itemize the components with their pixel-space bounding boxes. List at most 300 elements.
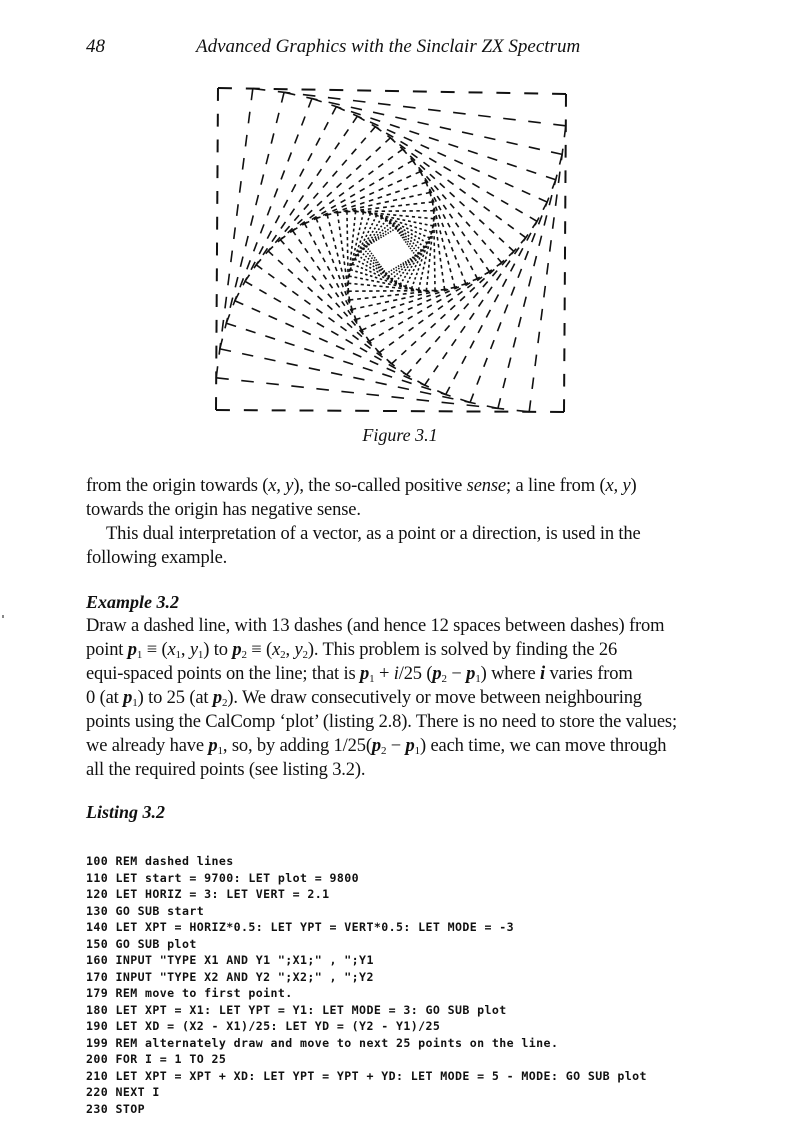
dash-segment (442, 402, 455, 403)
dash-segment (487, 157, 497, 160)
dash-segment (335, 245, 336, 249)
dash-segment (251, 89, 252, 101)
dash-segment (474, 249, 477, 253)
dash-segment (401, 350, 406, 354)
dash-segment (513, 337, 516, 347)
dash-segment (256, 195, 259, 205)
dash-segment (284, 200, 288, 208)
dash-segment (532, 377, 533, 388)
dash-segment (424, 230, 426, 231)
dash-segment (462, 356, 466, 364)
dash-segment (381, 226, 382, 227)
dash-segment (400, 275, 401, 276)
dash-segment (246, 236, 249, 246)
dash-segment (474, 231, 478, 236)
dash-segment (299, 239, 302, 243)
dash-segment (421, 332, 426, 336)
dash-segment (355, 271, 357, 272)
text: ) (630, 476, 637, 496)
dash-segment (410, 259, 411, 260)
dash-segment (511, 287, 514, 296)
dash-segment (377, 271, 379, 272)
dash-segment (429, 158, 436, 162)
dash-segment (266, 154, 269, 164)
dash-segment (416, 250, 417, 251)
dash-segment (461, 272, 463, 276)
dash-segment (424, 262, 425, 265)
dash-segment (351, 205, 355, 206)
book-title: Advanced Graphics with the Sinclair ZX Spectrum (196, 36, 581, 57)
dash-segment (389, 342, 394, 346)
dash-segment (418, 294, 422, 295)
dash-segment (340, 326, 346, 330)
dash-segment (416, 289, 419, 290)
dash-segment (434, 185, 438, 190)
dash-segment (528, 121, 541, 122)
dash-segment (370, 264, 372, 265)
dash-segment (346, 339, 353, 343)
text: ≡ ( (142, 640, 168, 660)
dash-segment (410, 296, 414, 297)
text: varies from (544, 664, 633, 684)
code-line: 230 STOP (86, 1101, 146, 1116)
dash-segment (486, 267, 489, 271)
dash-segment (353, 377, 364, 379)
dash-segment (414, 227, 416, 228)
dash-segment (329, 102, 340, 104)
dash-segment (426, 295, 430, 296)
dash-segment (503, 279, 507, 287)
dash-segment (507, 142, 518, 144)
dash-segment (424, 250, 425, 252)
dash-segment (361, 257, 363, 258)
dash-segment (373, 260, 374, 261)
dash-segment (506, 261, 511, 268)
dash-segment (332, 209, 337, 211)
dash-segment (364, 259, 366, 260)
code-line: 160 INPUT "TYPE X1 AND Y1 ";X1;" , ";Y1 (86, 953, 374, 967)
dash-segment (553, 124, 566, 125)
dash-segment (268, 246, 273, 251)
dash-segment (336, 293, 339, 297)
math-p: p (232, 640, 242, 660)
dash-segment (269, 316, 277, 320)
dash-segment (379, 349, 384, 353)
dash-segment (410, 243, 411, 244)
dash-segment (403, 237, 404, 238)
dash-segment (402, 226, 404, 227)
dash-segment (448, 239, 450, 243)
dash-segment (237, 204, 238, 216)
dash-segment (362, 263, 364, 264)
dash-segment (361, 268, 363, 269)
dash-segment (539, 236, 542, 246)
dash-segment (442, 238, 443, 242)
dash-segment (398, 224, 400, 225)
dash-segment (364, 239, 365, 241)
dash-segment (365, 274, 367, 275)
dash-segment (400, 141, 407, 145)
dash-segment (398, 322, 403, 325)
dash-segment (390, 125, 400, 128)
dash-segment (399, 335, 404, 339)
dash-segment (383, 233, 384, 234)
dash-segment (401, 269, 402, 270)
dash-segment (400, 283, 401, 285)
dash-segment (318, 296, 323, 301)
dash-segment (396, 228, 397, 229)
dash-segment (323, 275, 326, 279)
dash-segment (368, 218, 369, 220)
dash-segment (226, 323, 236, 326)
dash-segment (438, 306, 443, 310)
dash-segment (385, 234, 386, 235)
dash-segment (344, 129, 348, 136)
text: equi-spaced points on the line; that is (86, 664, 361, 684)
dash-segment (267, 206, 270, 215)
dash-segment (389, 172, 394, 175)
dash-segment (378, 164, 383, 168)
dash-segment (425, 379, 429, 386)
dash-segment (442, 223, 444, 227)
dash-segment (417, 303, 422, 305)
dash-segment (403, 106, 416, 107)
dash-segment (448, 180, 454, 184)
dash-segment (452, 232, 454, 236)
listing-heading: Listing 3.2 (86, 802, 166, 822)
dash-segment (288, 152, 291, 161)
dash-segment (543, 202, 547, 210)
dash-segment (373, 269, 375, 270)
dash-segment (522, 191, 530, 195)
dash-segment (382, 218, 384, 219)
dash-segment (441, 314, 446, 319)
dash-segment (519, 248, 523, 256)
dash-segment (423, 267, 424, 270)
dash-segment (382, 268, 383, 269)
dash-segment (410, 241, 411, 242)
dash-segment (412, 257, 413, 258)
dash-segment (332, 107, 336, 115)
dash-segment (399, 233, 400, 234)
dash-segment (471, 168, 479, 172)
dash-segment (376, 231, 377, 232)
dash-segment (415, 150, 422, 154)
dash-segment (478, 325, 482, 333)
dash-segment (370, 118, 380, 121)
math-p: p (405, 736, 415, 756)
dash-segment (265, 336, 275, 339)
dash-segment (470, 341, 474, 349)
example-line: all the required points (see listing 3.2). (86, 760, 366, 780)
dash-segment (527, 233, 531, 241)
dash-segment (390, 223, 391, 224)
dash-segment (402, 380, 412, 383)
dash-segment (416, 273, 417, 275)
dash-segment (366, 265, 368, 266)
dash-segment (483, 282, 488, 287)
dash-segment (403, 264, 404, 265)
dash-segment (520, 233, 526, 237)
dash-segment (445, 325, 450, 330)
text: 0 (at (86, 688, 124, 708)
dash-segment (365, 315, 369, 316)
emphasis-sense: sense (466, 476, 506, 496)
dash-segment (470, 394, 473, 403)
dash-segment (373, 266, 375, 267)
dash-segment (412, 250, 413, 251)
dash-segment (498, 258, 502, 263)
example-heading: Example 3.2 (86, 592, 179, 612)
dash-segment (386, 220, 388, 221)
dash-segment (247, 260, 250, 269)
dash-segment (454, 314, 459, 319)
dash-segment (261, 224, 264, 233)
dash-segment (360, 247, 361, 249)
dash-segment (272, 235, 277, 242)
dash-segment (267, 231, 271, 239)
math-y: y (189, 640, 198, 660)
dash-segment (487, 192, 494, 196)
dash-segment (426, 192, 430, 193)
dash-segment (529, 400, 530, 411)
dash-segment (421, 277, 422, 280)
dash-segment (346, 300, 348, 304)
dash-segment (402, 279, 403, 281)
dash-segment (353, 116, 357, 123)
math-x: x (272, 640, 281, 660)
dash-segment (341, 391, 354, 392)
dash-segment (278, 260, 283, 265)
dash-segment (342, 160, 347, 166)
dash-segment (370, 234, 371, 236)
dash-segment (437, 299, 442, 302)
dash-segment (468, 241, 471, 245)
dash-segment (417, 311, 422, 314)
dash-segment (370, 214, 372, 215)
dash-segment (308, 153, 312, 161)
dash-segment (369, 192, 374, 194)
dash-segment (399, 312, 404, 314)
dash-segment (400, 304, 404, 305)
dash-segment (426, 257, 427, 260)
dash-segment (435, 292, 439, 293)
dash-segment (403, 234, 404, 235)
dash-segment (529, 276, 532, 286)
dash-segment (231, 251, 232, 263)
dash-segment (404, 376, 412, 380)
dash-segment (397, 231, 398, 232)
dash-segment (426, 347, 431, 352)
dash-segment (347, 323, 352, 328)
dash-segment (407, 281, 408, 283)
math-i: i (393, 664, 399, 684)
dash-segment (228, 274, 229, 286)
dash-segment (341, 292, 343, 296)
dash-segment (409, 277, 410, 279)
dash-segment (377, 303, 381, 304)
dash-segment (472, 183, 479, 187)
example-line (86, 664, 633, 685)
dash-segment (460, 201, 465, 206)
dash-segment (395, 191, 399, 192)
dash-segment (415, 245, 416, 246)
dash-segment (331, 331, 338, 335)
dash-segment (503, 118, 516, 119)
dash-segment (412, 246, 413, 247)
dash-segment (408, 307, 413, 309)
dash-segment (308, 287, 313, 292)
dash-segment (408, 161, 413, 164)
dash-segment (413, 269, 414, 271)
dash-segment (357, 238, 358, 241)
dash-segment (488, 287, 493, 294)
dash-segment (323, 182, 328, 188)
dash-segment (389, 327, 394, 330)
text: point (86, 640, 128, 660)
math-p: p (123, 688, 133, 708)
dash-segment (352, 262, 353, 264)
dash-segment (470, 313, 475, 320)
dash-segment (397, 219, 400, 220)
code-line: 120 LET HORIZ = 3: LET VERT = 2.1 (86, 887, 330, 901)
dash-segment (434, 365, 438, 372)
dash-segment (508, 224, 514, 228)
dash-segment (385, 273, 386, 274)
dash-segment (356, 318, 360, 319)
dash-segment (337, 253, 338, 257)
dash-segment (402, 231, 404, 232)
dash-segment (393, 272, 394, 273)
dash-segment (407, 244, 408, 245)
dash-segment (419, 257, 420, 259)
dash-segment (462, 132, 473, 134)
dash-segment (436, 171, 442, 175)
dash-segment (372, 239, 373, 240)
paragraph-line: towards the origin has negative sense. (86, 500, 361, 520)
dash-segment (408, 316, 413, 319)
dash-segment (304, 204, 309, 210)
dash-segment (327, 305, 332, 310)
dash-segment (443, 205, 446, 209)
math-x: x (167, 640, 176, 660)
dash-segment (386, 279, 388, 280)
dash-segment (370, 214, 371, 216)
dash-segment (379, 232, 380, 233)
dash-segment (473, 293, 478, 298)
text: ) to 25 (at (137, 688, 213, 708)
dash-segment (423, 246, 425, 247)
dash-segment (468, 151, 478, 154)
dash-segment (393, 285, 396, 286)
dash-segment (391, 274, 392, 275)
dash-segment (268, 251, 273, 256)
dash-segment (416, 172, 421, 174)
dash-segment (337, 183, 342, 188)
dash-segment (308, 99, 311, 108)
dash-segment (391, 278, 392, 279)
dash-segment (382, 277, 384, 278)
dash-segment (400, 264, 401, 265)
dash-segment (394, 281, 396, 282)
dash-segment (230, 298, 233, 308)
dash-segment (377, 203, 381, 204)
dash-segment (405, 236, 406, 237)
dash-segment (444, 167, 451, 171)
dash-segment (436, 215, 437, 219)
dash-segment (415, 259, 416, 261)
dash-segment (409, 327, 414, 331)
dash-segment (288, 249, 292, 254)
dash-segment (407, 260, 408, 261)
dash-segment (367, 253, 368, 254)
dash-segment (397, 273, 398, 274)
dash-segment (415, 265, 416, 267)
dash-segment (532, 233, 535, 242)
dash-segment (331, 373, 342, 375)
dash-segment (216, 366, 217, 378)
dash-segment (445, 231, 447, 235)
dash-segment (404, 239, 405, 240)
text: ), the so-called positive (293, 476, 467, 496)
dash-segment (323, 258, 325, 262)
dash-segment (412, 286, 413, 288)
dash-segment (439, 215, 441, 219)
code-line: 140 LET XPT = HORIZ*0.5: LET YPT = VERT*0.5: LET MODE = -3 (86, 920, 515, 934)
dash-segment (374, 312, 378, 313)
dash-segment (413, 282, 414, 284)
page-number: 48 (86, 36, 105, 57)
dash-segment (534, 256, 537, 266)
dash-segment (359, 178, 364, 182)
dash-segment (435, 336, 440, 341)
dash-segment (345, 291, 347, 295)
dash-segment (369, 267, 371, 268)
dash-segment (252, 308, 260, 312)
dash-segment (421, 387, 431, 390)
dash-segment (484, 358, 487, 367)
dash-segment (366, 223, 367, 225)
dash-segment (240, 181, 241, 193)
example-line (86, 640, 617, 661)
subscript: 1 (197, 649, 204, 661)
dash-segment (454, 371, 458, 379)
dash-segment (378, 197, 382, 198)
dash-segment (317, 323, 324, 327)
subscript: 1 (475, 673, 481, 685)
dash-segment (377, 215, 379, 216)
dash-segment (354, 277, 357, 278)
text: − (446, 664, 467, 684)
dash-segment (305, 222, 310, 224)
dash-segment (467, 405, 480, 406)
dash-segment (353, 101, 366, 102)
dash-segment (285, 342, 295, 345)
dash-segment (403, 286, 405, 287)
dash-segment (460, 296, 465, 301)
dash-segment (317, 169, 322, 176)
dash-segment (332, 259, 334, 263)
dash-segment (411, 230, 413, 231)
code-line: 179 REM move to first point. (86, 986, 293, 1000)
dash-segment (373, 255, 374, 256)
dash-segment (359, 228, 360, 231)
dash-segment (452, 276, 453, 280)
dash-segment (407, 232, 409, 233)
text: ; a line from ( (506, 476, 606, 496)
dash-segment (369, 244, 370, 245)
dash-segment (400, 228, 402, 229)
